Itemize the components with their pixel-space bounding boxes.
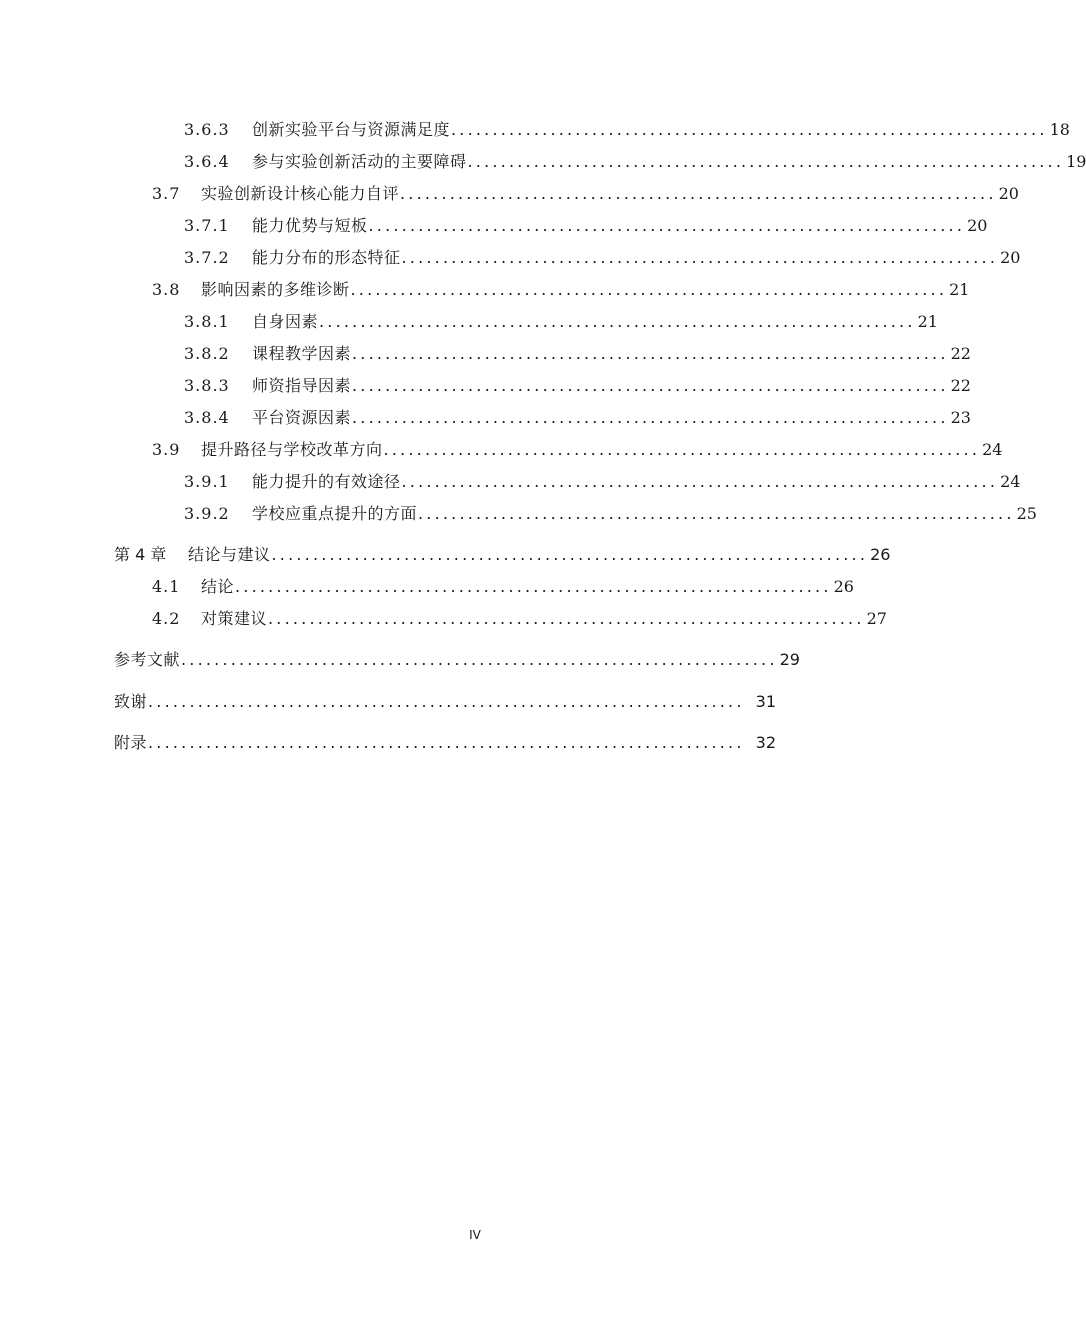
toc-entry-title: 平台资源因素 <box>252 408 352 427</box>
dot-leader: ........................................................................ <box>271 545 869 564</box>
toc-entry-title: 创新实验平台与资源满足度 <box>252 120 451 139</box>
dot-leader: ........................................................................ <box>148 692 745 711</box>
page-number-footer: IV <box>469 1228 481 1242</box>
toc-entry[interactable] <box>184 470 1021 494</box>
toc-entry-number: 3.8.4 <box>184 408 230 427</box>
toc-entry-title: 课程教学因素 <box>252 344 352 363</box>
toc-entry-title: 附录 <box>114 733 148 752</box>
toc-entry-title: 师资指导因素 <box>252 376 352 395</box>
toc-entry-title: 能力优势与短板 <box>252 216 368 235</box>
toc-entry-page: 27 <box>866 609 887 628</box>
toc-entry-page: 22 <box>950 344 971 363</box>
dot-leader: ........................................................................ <box>350 280 948 299</box>
dot-leader: ........................................................................ <box>451 120 1048 139</box>
toc-entry-page: 21 <box>917 312 938 331</box>
dot-leader: ........................................................................ <box>400 184 997 203</box>
toc-entry-page: 20 <box>1000 248 1021 267</box>
toc-chapter-entry[interactable] <box>114 690 776 714</box>
toc-entry-title: 提升路径与学校改革方向 <box>201 440 383 459</box>
toc-entry-number: 3.8 <box>152 280 181 299</box>
toc-entry-page: 18 <box>1049 120 1070 139</box>
dot-leader: ........................................................................ <box>268 609 865 628</box>
toc-entry[interactable] <box>152 278 970 302</box>
toc-entry-page: 19 <box>1066 152 1086 171</box>
toc-entry[interactable] <box>184 342 971 366</box>
dot-leader: ........................................................................ <box>352 344 949 363</box>
toc-entry[interactable] <box>152 182 1019 206</box>
toc-entry[interactable] <box>152 575 854 599</box>
toc-entry-title: 致谢 <box>114 692 148 711</box>
dot-leader: ........................................................................ <box>352 408 949 427</box>
toc-entry-page: 32 <box>755 733 776 752</box>
toc-entry[interactable] <box>184 374 971 398</box>
toc-entry[interactable] <box>184 214 988 238</box>
toc-entry[interactable] <box>184 150 1086 174</box>
toc-entry-number: 3.7.2 <box>184 248 230 267</box>
toc-chapter-entry[interactable] <box>114 543 891 567</box>
toc-entry-title: 对策建议 <box>201 609 268 628</box>
toc-entry-title: 参考文献 <box>114 650 181 669</box>
toc-entry-page: 26 <box>870 545 891 564</box>
toc-entry-page: 25 <box>1016 504 1037 523</box>
dot-leader: ........................................................................ <box>467 152 1065 171</box>
toc-entry-page: 20 <box>998 184 1019 203</box>
dot-leader: ........................................................................ <box>401 472 999 491</box>
dot-leader: ........................................................................ <box>319 312 916 331</box>
toc-entry[interactable] <box>184 502 1037 526</box>
toc-entry-title: 结论与建议 <box>188 545 271 564</box>
toc-entry-number: 3.8.3 <box>184 376 230 395</box>
toc-entry-number: 3.7.1 <box>184 216 230 235</box>
toc-entry[interactable] <box>184 310 938 334</box>
toc-entry-number: 3.8.1 <box>184 312 230 331</box>
toc-entry-title: 自身因素 <box>252 312 319 331</box>
toc-entry[interactable] <box>152 438 1003 462</box>
toc-entry[interactable] <box>184 246 1021 270</box>
toc-entry-number: 3.6.3 <box>184 120 230 139</box>
dot-leader: ........................................................................ <box>401 248 999 267</box>
toc-entry-page: 29 <box>779 650 800 669</box>
toc-entry[interactable] <box>184 406 971 430</box>
toc-entry-number: 3.6.4 <box>184 152 230 171</box>
toc-chapter-entry[interactable] <box>114 648 800 672</box>
dot-leader: ........................................................................ <box>368 216 966 235</box>
toc-entry-page: 22 <box>950 376 971 395</box>
toc-entry-title: 能力分布的形态特征 <box>252 248 401 267</box>
dot-leader: ........................................................................ <box>235 577 832 596</box>
toc-entry-number: 第 4 章 <box>114 545 167 564</box>
dot-leader: ........................................................................ <box>148 733 745 752</box>
toc-entry-number: 3.9.2 <box>184 504 230 523</box>
toc-entry-title: 影响因素的多维诊断 <box>201 280 350 299</box>
toc-entry-page: 23 <box>950 408 971 427</box>
toc-entry-number: 4.1 <box>152 577 181 596</box>
dot-leader: ........................................................................ <box>352 376 949 395</box>
toc-entry-title: 能力提升的有效途径 <box>252 472 401 491</box>
toc-entry-page: 24 <box>1000 472 1021 491</box>
toc-entry-title: 结论 <box>201 577 235 596</box>
toc-entry-number: 4.2 <box>152 609 181 628</box>
dot-leader: ........................................................................ <box>383 440 981 459</box>
dot-leader: ........................................................................ <box>181 650 778 669</box>
toc-entry-title: 实验创新设计核心能力自评 <box>201 184 400 203</box>
toc-entry-page: 26 <box>833 577 854 596</box>
toc-entry-number: 3.8.2 <box>184 344 230 363</box>
toc-entry[interactable] <box>184 118 1070 142</box>
toc-entry-title: 学校应重点提升的方面 <box>252 504 418 523</box>
toc-entry-page: 20 <box>967 216 988 235</box>
toc-chapter-entry[interactable] <box>114 731 776 755</box>
toc-entry-title: 参与实验创新活动的主要障碍 <box>252 152 467 171</box>
toc-entry-page: 31 <box>755 692 776 711</box>
toc-entry-page: 21 <box>949 280 970 299</box>
toc-entry-number: 3.9.1 <box>184 472 230 491</box>
toc-entry-page: 24 <box>982 440 1003 459</box>
toc-entry-number: 3.9 <box>152 440 181 459</box>
dot-leader: ........................................................................ <box>418 504 1015 523</box>
toc-entry-number: 3.7 <box>152 184 181 203</box>
toc-entry[interactable] <box>152 607 887 631</box>
